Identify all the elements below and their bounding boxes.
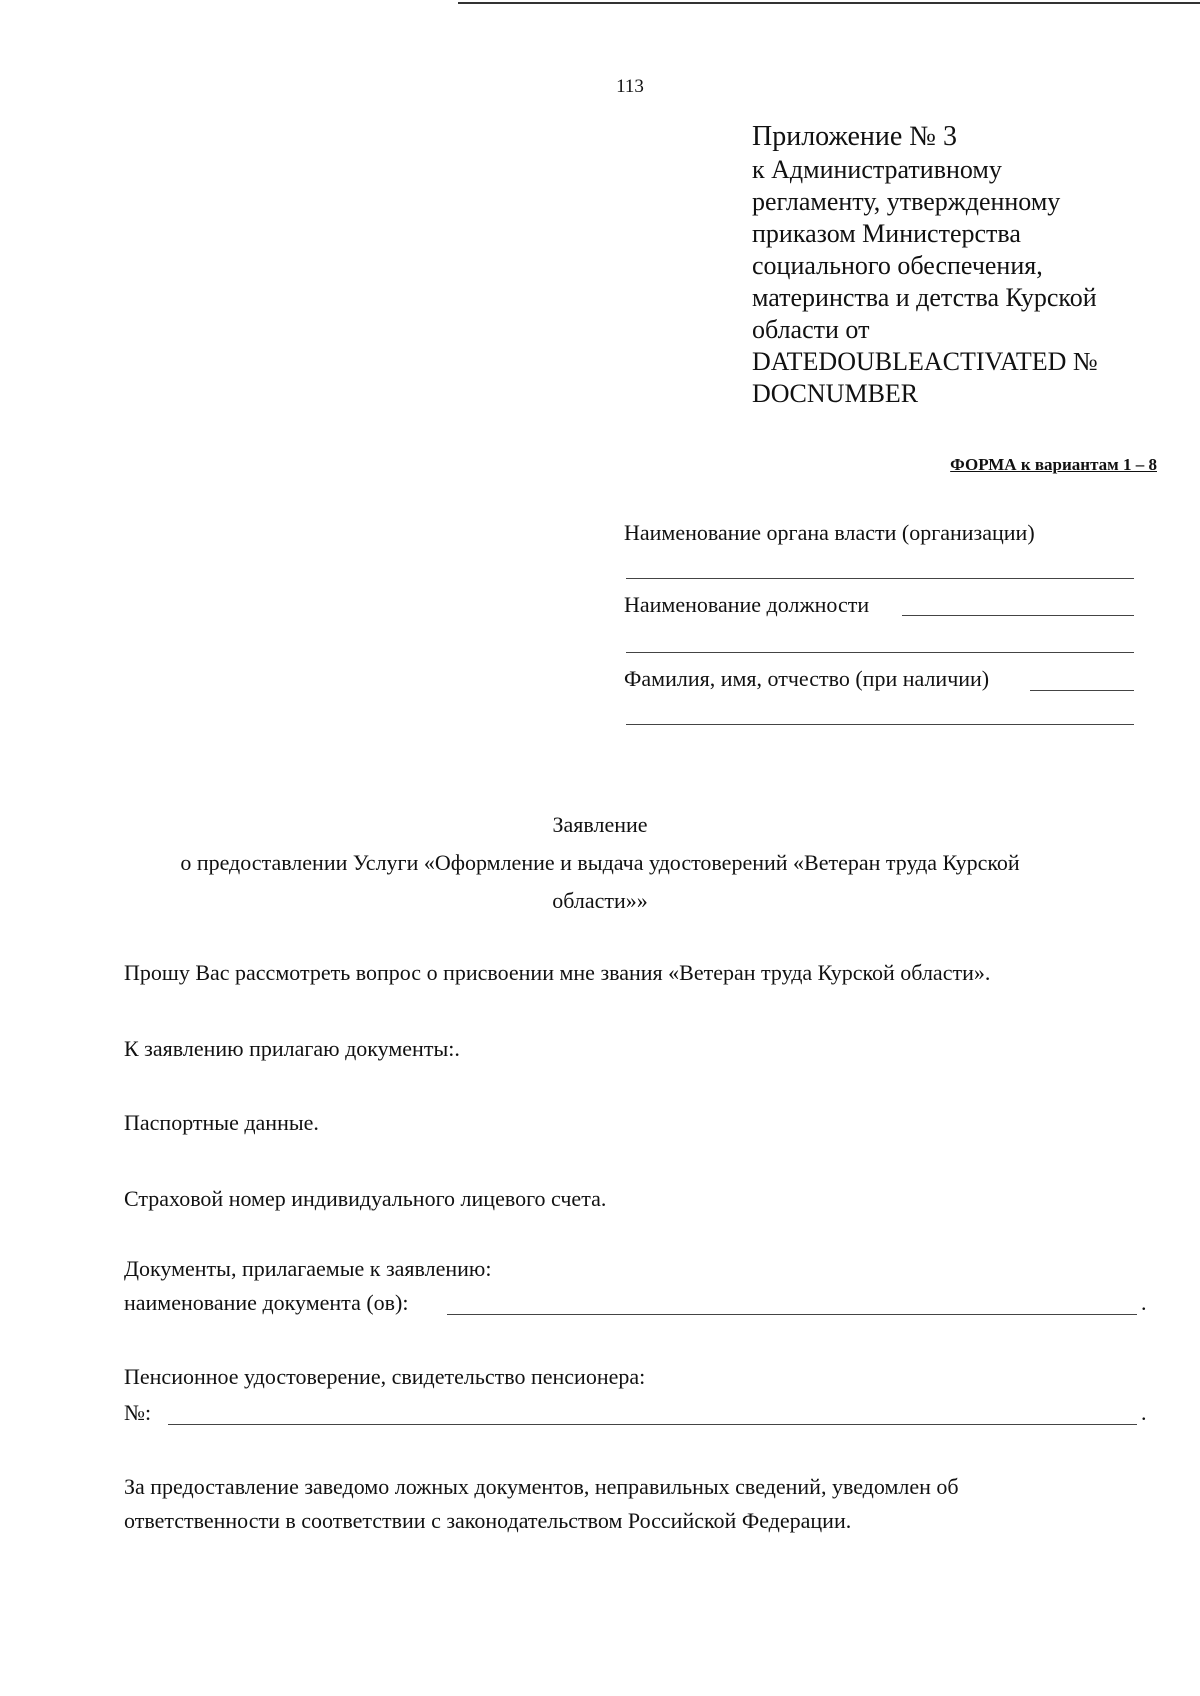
docs-fill-line[interactable] [447, 1314, 1137, 1315]
appendix-line: к Административному [752, 155, 1002, 184]
pension-label: Пенсионное удостоверение, свидетельство пенсионера: [124, 1364, 646, 1389]
appendix-line: регламенту, утвержденному [752, 187, 1061, 216]
recipient-fio-label: Фамилия, имя, отчество (при наличии) [624, 666, 990, 691]
statement-subtitle-line1: о предоставлении Услуги «Оформление и выдача удостоверений «Ветеран труда Курской [180, 850, 1020, 875]
attach-text: К заявлению прилагаю документы:. [124, 1036, 460, 1061]
request-text: Прошу Вас рассмотреть вопрос о присвоении мне звания «Ветеран труда Курской области». [124, 960, 991, 985]
liability-line1: За предоставление заведомо ложных документов, неправильных сведений, уведомлен об [124, 1474, 959, 1499]
top-border-line [458, 2, 1200, 4]
docs-end-dot: . [1141, 1290, 1147, 1315]
docs-label: Документы, прилагаемые к заявлению: [124, 1256, 492, 1281]
appendix-line: материнства и детства Курской [752, 283, 1097, 312]
pension-fill-line[interactable] [168, 1424, 1137, 1425]
position-fill-line[interactable] [902, 615, 1134, 616]
snils-text: Страховой номер индивидуального лицевого счета. [124, 1186, 607, 1211]
recipient-organ-label: Наименование органа власти (организации) [624, 520, 1035, 545]
organ-fill-line[interactable] [626, 578, 1134, 579]
appendix-line: приказом Министерства [752, 219, 1021, 248]
statement-title: Заявление [552, 812, 648, 837]
appendix-title: Приложение № 3 [752, 121, 957, 152]
appendix-line: области от [752, 315, 870, 344]
appendix-line: социального обеспечения, [752, 251, 1043, 280]
docs-name-label: наименование документа (ов): [124, 1290, 409, 1315]
fio-fill-line[interactable] [1030, 690, 1134, 691]
pension-number-label: №: [124, 1400, 152, 1425]
fio-fill-line-2[interactable] [626, 724, 1134, 725]
page-number: 113 [616, 76, 644, 97]
position-fill-line-2[interactable] [626, 652, 1134, 653]
form-variant-label: ФОРМА к вариантам 1 – 8 [950, 455, 1157, 474]
recipient-position-label: Наименование должности [624, 592, 870, 617]
appendix-line: DOCNUMBER [752, 379, 919, 408]
appendix-block [752, 120, 1172, 410]
passport-text: Паспортные данные. [124, 1110, 319, 1135]
statement-subtitle-line2: области»» [552, 888, 648, 913]
pension-end-dot: . [1141, 1400, 1147, 1425]
appendix-line: DATEDOUBLEACTIVATED № [752, 347, 1098, 376]
liability-line2: ответственности в соответствии с законодательством Российской Федерации. [124, 1508, 852, 1533]
